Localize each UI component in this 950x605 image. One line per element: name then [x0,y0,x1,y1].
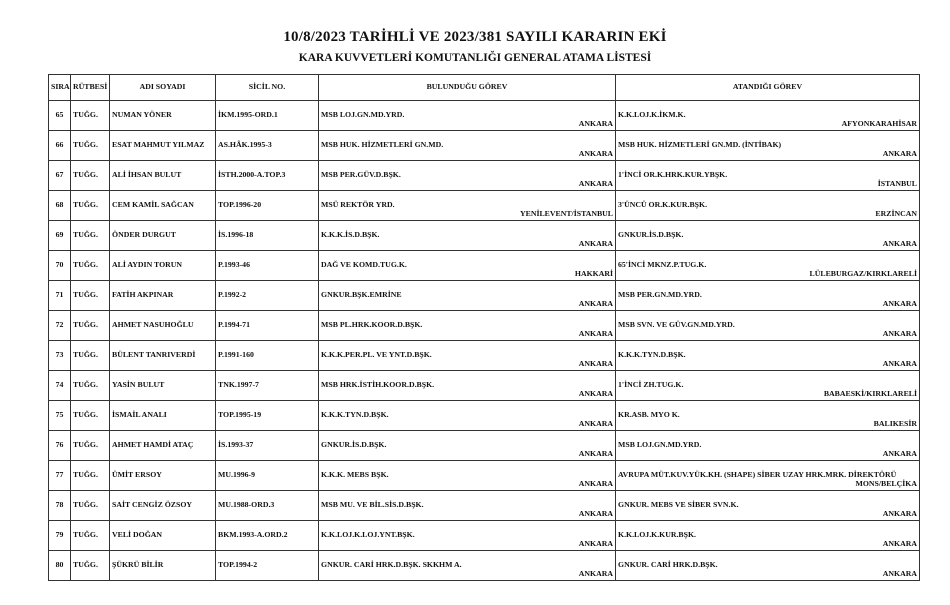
assigned-duty: MSB SVN. VE GÜV.GN.MD.YRD. [618,320,735,330]
assigned-city: ANKARA [882,568,917,578]
current-city: YENİLEVENT/İSTANBUL [519,208,613,218]
row-registry: AS.HÂK.1995-3 [216,131,319,161]
row-name: VELİ DOĞAN [110,521,216,551]
row-rank: TUĞG. [71,371,110,401]
current-city: ANKARA [578,448,613,458]
current-duty-cell [319,341,616,371]
table-row [49,371,920,401]
current-duty: MSB HUK. HİZMETLERİ GN.MD. [321,140,444,150]
current-duty: GNKUR.İS.D.BŞK. [321,440,387,450]
row-name: ŞÜKRÜ BİLİR [110,551,216,581]
current-duty: GNKUR.BŞK.EMRİNE [321,290,402,300]
row-rank: TUĞG. [71,551,110,581]
assigned-city: MONS/BELÇİKA [855,478,917,488]
current-duty-cell [319,551,616,581]
current-duty-cell [319,251,616,281]
assigned-city: ANKARA [882,508,917,518]
row-registry: TOP.1995-19 [216,401,319,431]
current-duty: MSB PER.GÜV.D.BŞK. [321,170,401,180]
assigned-duty-cell [616,191,920,221]
row-number: 69 [49,221,71,251]
current-duty-cell [319,311,616,341]
current-city: ANKARA [578,358,613,368]
row-registry: TOP.1994-2 [216,551,319,581]
assigned-city: ANKARA [882,148,917,158]
row-number: 66 [49,131,71,161]
current-duty: K.K.K.PER.PL. VE YNT.D.BŞK. [321,350,432,360]
row-rank: TUĞG. [71,311,110,341]
header-sira: SIRA [49,75,71,101]
row-number: 74 [49,371,71,401]
row-number: 68 [49,191,71,221]
row-name: BÜLENT TANRIVERDİ [110,341,216,371]
row-registry: MU.1996-9 [216,461,319,491]
assigned-duty-cell [616,221,920,251]
current-duty: DAĞ VE KOMD.TUG.K. [321,260,407,270]
current-city: ANKARA [578,298,613,308]
table-header [49,75,920,101]
assigned-city: ANKARA [882,448,917,458]
table-row [49,251,920,281]
assigned-duty: GNKUR. MEBS VE SİBER SVN.K. [618,500,739,510]
current-duty-cell [319,221,616,251]
row-name: SAİT CENGİZ ÖZSOY [110,491,216,521]
row-name: CEM KAMİL SAĞCAN [110,191,216,221]
row-number: 67 [49,161,71,191]
row-number: 77 [49,461,71,491]
row-registry: BKM.1993-A.ORD.2 [216,521,319,551]
assigned-city: ANKARA [882,358,917,368]
row-number: 72 [49,311,71,341]
current-duty-cell [319,461,616,491]
assigned-duty: K.K.K.TYN.D.BŞK. [618,350,686,360]
header-current-duty: BULUNDUĞU GÖREV [319,75,616,101]
assigned-duty-cell [616,281,920,311]
current-duty-cell [319,521,616,551]
row-name: ESAT MAHMUT YILMAZ [110,131,216,161]
assigned-city: İSTANBUL [877,178,917,188]
current-duty: MSB MU. VE BİL.SİS.D.BŞK. [321,500,424,510]
row-registry: P.1993-46 [216,251,319,281]
row-rank: TUĞG. [71,431,110,461]
current-duty: MSB HRK.İSTİH.KOOR.D.BŞK. [321,380,435,390]
current-duty: GNKUR. CARİ HRK.D.BŞK. SKKHM A. [321,560,462,570]
row-name: ALİ AYDIN TORUN [110,251,216,281]
row-rank: TUĞG. [71,281,110,311]
assigned-duty: K.K.LOJ.K.İKM.K. [618,110,686,120]
assigned-city: ANKARA [882,328,917,338]
assigned-city: AFYONKARAHİSAR [841,118,917,128]
assigned-duty: 1'İNCİ OR.K.HRK.KUR.YBŞK. [618,170,728,180]
assigned-duty: MSB PER.GN.MD.YRD. [618,290,702,300]
row-rank: TUĞG. [71,341,110,371]
assigned-duty-cell [616,341,920,371]
assigned-city: BALIKESİR [873,418,917,428]
row-registry: TNK.1997-7 [216,371,319,401]
row-number: 73 [49,341,71,371]
row-name: İSMAİL ANALI [110,401,216,431]
current-city: ANKARA [578,508,613,518]
current-duty-cell [319,491,616,521]
current-duty-cell [319,131,616,161]
current-city: ANKARA [578,388,613,398]
row-name: NUMAN YÖNER [110,101,216,131]
assigned-duty: K.K.LOJ.K.KUR.BŞK. [618,530,696,540]
assigned-duty-cell [616,371,920,401]
row-number: 65 [49,101,71,131]
header-row [49,75,920,101]
assigned-duty: 65'İNCİ MKNZ.P.TUG.K. [618,260,707,270]
table-row [49,341,920,371]
current-duty: MSB PL.HRK.KOOR.D.BŞK. [321,320,423,330]
current-duty-cell [319,431,616,461]
assigned-duty-cell [616,551,920,581]
assigned-duty: GNKUR.İS.D.BŞK. [618,230,684,240]
assigned-duty: MSB HUK. HİZMETLERİ GN.MD. (İNTİBAK) [618,140,782,150]
header-registry: SİCİL NO. [216,75,319,101]
row-name: AHMET HAMDİ ATAÇ [110,431,216,461]
assigned-duty: 3'ÜNCÜ OR.K.KUR.BŞK. [618,200,708,210]
row-number: 75 [49,401,71,431]
row-registry: P.1992-2 [216,281,319,311]
table-row [49,431,920,461]
assigned-duty: AVRUPA MÜT.KUV.YÜK.KH. (SHAPE) SİBER UZAY HRK.MRK. DİREKTÖRÜ [618,470,897,480]
current-duty: MSB LOJ.GN.MD.YRD. [321,110,405,120]
row-number: 80 [49,551,71,581]
table-row [49,161,920,191]
table-row [49,281,920,311]
assigned-city: BABAESKİ/KIRKLARELİ [823,388,917,398]
current-city: ANKARA [578,328,613,338]
row-name: AHMET NASUHOĞLU [110,311,216,341]
assigned-duty-cell [616,521,920,551]
row-registry: P.1994-71 [216,311,319,341]
assigned-city: ANKARA [882,298,917,308]
assigned-duty: 1'İNCİ ZH.TUG.K. [618,380,684,390]
row-registry: İSTH.2000-A.TOP.3 [216,161,319,191]
document-subtitle: KARA KUVVETLERİ KOMUTANLIĞI GENERAL ATAMA LİSTESİ [298,52,652,64]
row-registry: MU.1988-ORD.3 [216,491,319,521]
row-number: 76 [49,431,71,461]
row-number: 79 [49,521,71,551]
current-duty-cell [319,401,616,431]
row-registry: İKM.1995-ORD.1 [216,101,319,131]
table-row [49,551,920,581]
current-city: ANKARA [578,238,613,248]
row-rank: TUĞG. [71,191,110,221]
row-name: ÖNDER DURGUT [110,221,216,251]
current-duty: K.K.K.TYN.D.BŞK. [321,410,389,420]
current-duty-cell [319,101,616,131]
assigned-duty: MSB LOJ.GN.MD.YRD. [618,440,702,450]
current-duty-cell [319,281,616,311]
row-registry: İS.1993-37 [216,431,319,461]
current-duty: K.K.K. MEBS BŞK. [321,470,389,480]
current-duty: MSÜ REKTÖR YRD. [321,200,395,210]
current-city: ANKARA [578,118,613,128]
current-city: ANKARA [578,418,613,428]
row-name: FATİH AKPINAR [110,281,216,311]
row-rank: TUĞG. [71,131,110,161]
header-assigned-duty: ATANDIĞI GÖREV [616,75,920,101]
assigned-duty: GNKUR. CARİ HRK.D.BŞK. [618,560,718,570]
row-rank: TUĞG. [71,401,110,431]
assigned-duty: KR.ASB. MYO K. [618,410,680,420]
row-registry: İS.1996-18 [216,221,319,251]
current-city: HAKKARİ [574,268,613,278]
header-name: ADI SOYADI [110,75,216,101]
row-rank: TUĞG. [71,491,110,521]
row-number: 71 [49,281,71,311]
header-rank: RÜTBESİ [71,75,110,101]
current-city: ANKARA [578,478,613,488]
row-name: YASİN BULUT [110,371,216,401]
row-rank: TUĞG. [71,521,110,551]
current-duty: K.K.LOJ.K.LOJ.YNT.BŞK. [321,530,415,540]
current-duty-cell [319,371,616,401]
table-body [49,101,920,581]
assigned-duty-cell [616,161,920,191]
assigned-duty-cell [616,461,920,491]
row-number: 70 [49,251,71,281]
current-duty-cell [319,191,616,221]
row-name: ÜMİT ERSOY [110,461,216,491]
assigned-city: ANKARA [882,538,917,548]
current-city: ANKARA [578,178,613,188]
current-city: ANKARA [578,538,613,548]
assigned-city: ERZİNCAN [875,208,917,218]
current-duty: K.K.K.İS.D.BŞK. [321,230,380,240]
row-number: 78 [49,491,71,521]
row-rank: TUĞG. [71,221,110,251]
current-duty-cell [319,161,616,191]
row-rank: TUĞG. [71,101,110,131]
table-row [49,401,920,431]
table-row [49,191,920,221]
row-rank: TUĞG. [71,251,110,281]
assigned-duty-cell [616,131,920,161]
current-city: ANKARA [578,568,613,578]
assigned-duty-cell [616,401,920,431]
assigned-duty-cell [616,491,920,521]
assigned-city: ANKARA [882,238,917,248]
assigned-city: LÜLEBURGAZ/KIRKLARELİ [809,268,917,278]
row-rank: TUĞG. [71,161,110,191]
assigned-duty-cell [616,431,920,461]
table-row [49,131,920,161]
current-city: ANKARA [578,148,613,158]
table-row [49,101,920,131]
row-rank: TUĞG. [71,461,110,491]
appointment-table [48,74,920,581]
document-title: 10/8/2023 TARİHLİ VE 2023/381 SAYILI KARARIN EKİ [283,29,667,45]
table-row [49,491,920,521]
assigned-duty-cell [616,311,920,341]
assigned-duty-cell [616,251,920,281]
table-row [49,461,920,491]
row-registry: TOP.1996-20 [216,191,319,221]
row-registry: P.1991-160 [216,341,319,371]
row-name: ALİ İHSAN BULUT [110,161,216,191]
assigned-duty-cell [616,101,920,131]
table-row [49,221,920,251]
table-row [49,521,920,551]
table-row [49,311,920,341]
